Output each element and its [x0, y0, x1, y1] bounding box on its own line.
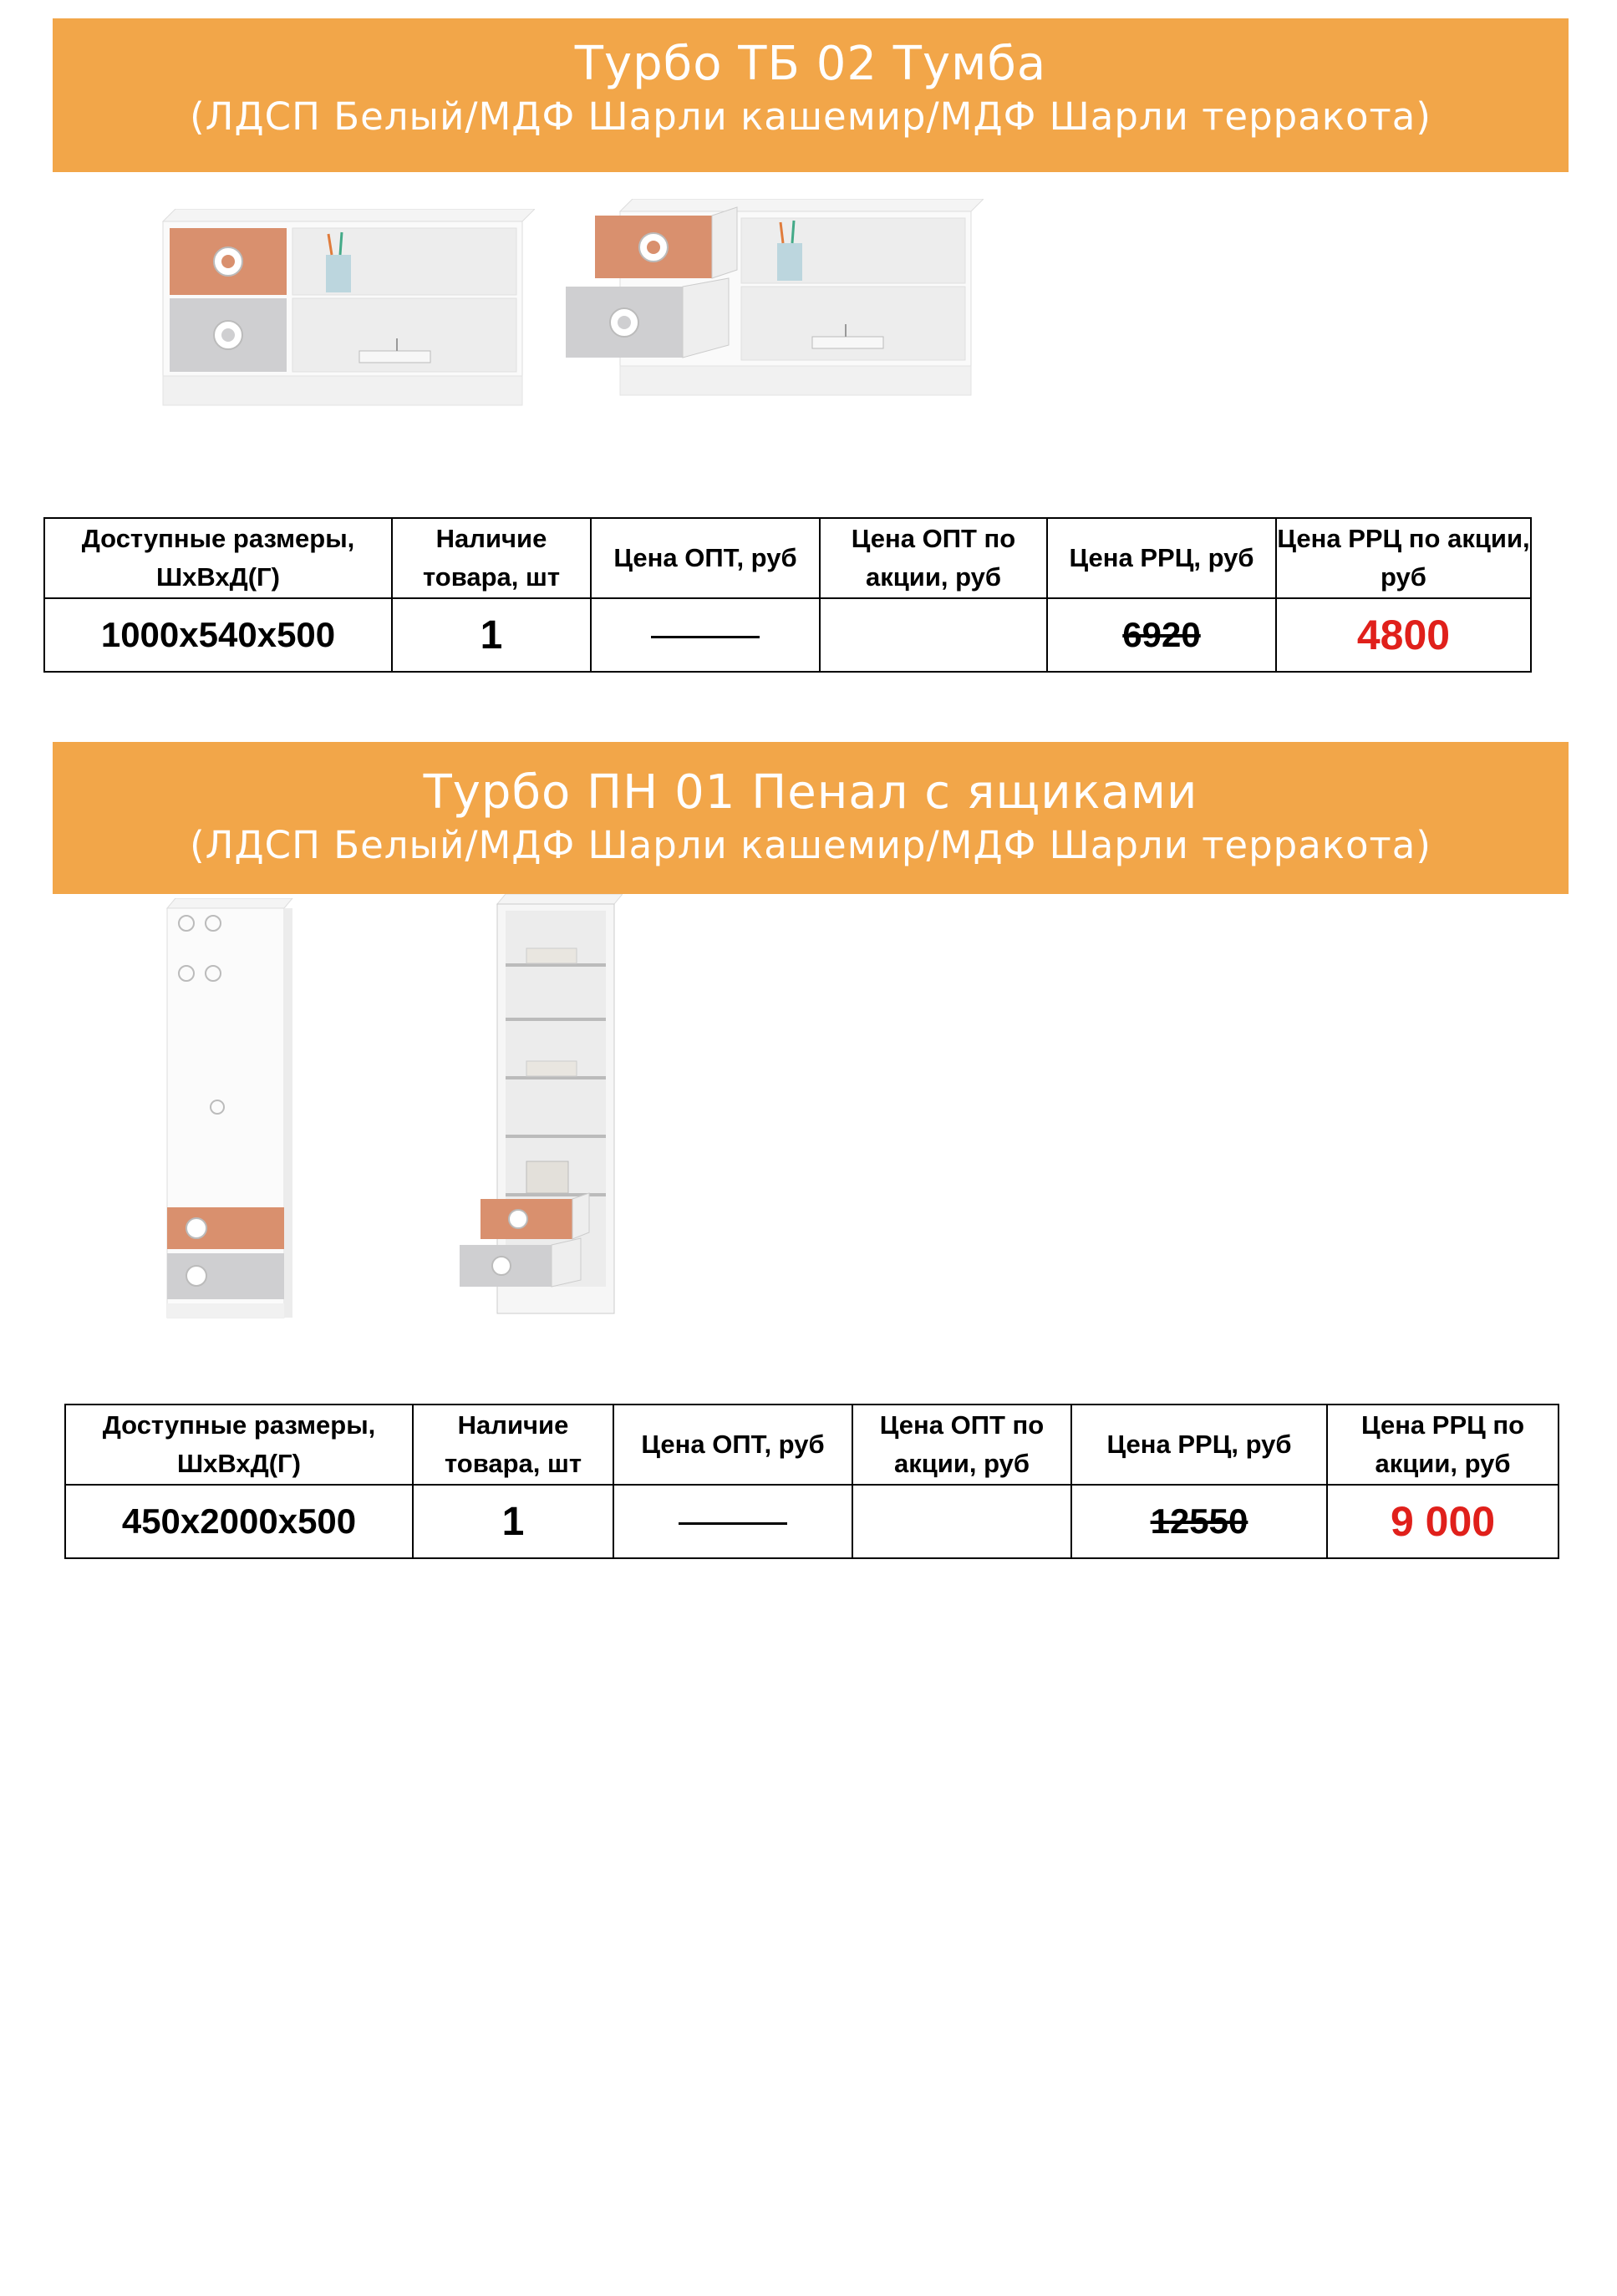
product-2-image-open	[455, 894, 623, 1324]
promo-price: 9 000	[1327, 1485, 1559, 1558]
header-opt-promo: Цена ОПТ по акции, руб	[852, 1405, 1071, 1485]
rrc-cell	[1071, 1485, 1327, 1558]
old-price: 6920	[1122, 615, 1201, 654]
product-2-title: Турбо ПН 01 Пенал с ящиками	[423, 765, 1198, 820]
header-qty: Наличие товара, шт	[392, 518, 591, 598]
size-cell: 450x2000x500	[65, 1485, 413, 1558]
product-1-image-closed	[155, 209, 535, 418]
header-rrc-promo: Цена РРЦ по акции, руб	[1276, 518, 1531, 598]
product-1-subtitle: (ЛДСП Белый/МДФ Шарли кашемир/МДФ Шарли терракота)	[190, 94, 1431, 139]
header-size: Доступные размеры, ШхВхД(Г)	[65, 1405, 413, 1485]
header-qty: Наличие товара, шт	[413, 1405, 613, 1485]
opt-cell	[613, 1485, 852, 1558]
header-opt: Цена ОПТ, руб	[613, 1405, 852, 1485]
header-rrc-promo: Цена РРЦ по акции, руб	[1327, 1405, 1559, 1485]
table-header-row	[65, 1405, 1559, 1485]
product-2-price-table	[64, 1404, 1559, 1559]
old-price: 12550	[1150, 1501, 1248, 1541]
product-2-image-closed	[163, 898, 297, 1324]
empty-dash	[651, 636, 760, 638]
opt-promo-cell	[820, 598, 1047, 672]
header-size: Доступные размеры, ШхВхД(Г)	[44, 518, 392, 598]
promo-price: 4800	[1276, 598, 1531, 672]
header-rrc: Цена РРЦ, руб	[1071, 1405, 1327, 1485]
qty-cell: 1	[392, 598, 591, 672]
header-opt: Цена ОПТ, руб	[591, 518, 820, 598]
product-1-price-table	[43, 517, 1532, 673]
header-rrc: Цена РРЦ, руб	[1047, 518, 1276, 598]
table-row	[44, 598, 1531, 672]
rrc-cell	[1047, 598, 1276, 672]
table-row	[65, 1485, 1559, 1558]
table-header-row	[44, 518, 1531, 598]
product-1-image-open	[562, 199, 984, 404]
header-opt-promo: Цена ОПТ по акции, руб	[820, 518, 1047, 598]
opt-cell	[591, 598, 820, 672]
qty-cell: 1	[413, 1485, 613, 1558]
empty-dash	[679, 1522, 787, 1525]
product-1-title: Турбо ТБ 02 Тумба	[574, 37, 1047, 91]
size-cell: 1000x540x500	[44, 598, 392, 672]
product-1-banner	[53, 18, 1569, 172]
opt-promo-cell	[852, 1485, 1071, 1558]
product-2-subtitle: (ЛДСП Белый/МДФ Шарли кашемир/МДФ Шарли терракота)	[190, 823, 1431, 867]
product-2-banner	[53, 742, 1569, 894]
